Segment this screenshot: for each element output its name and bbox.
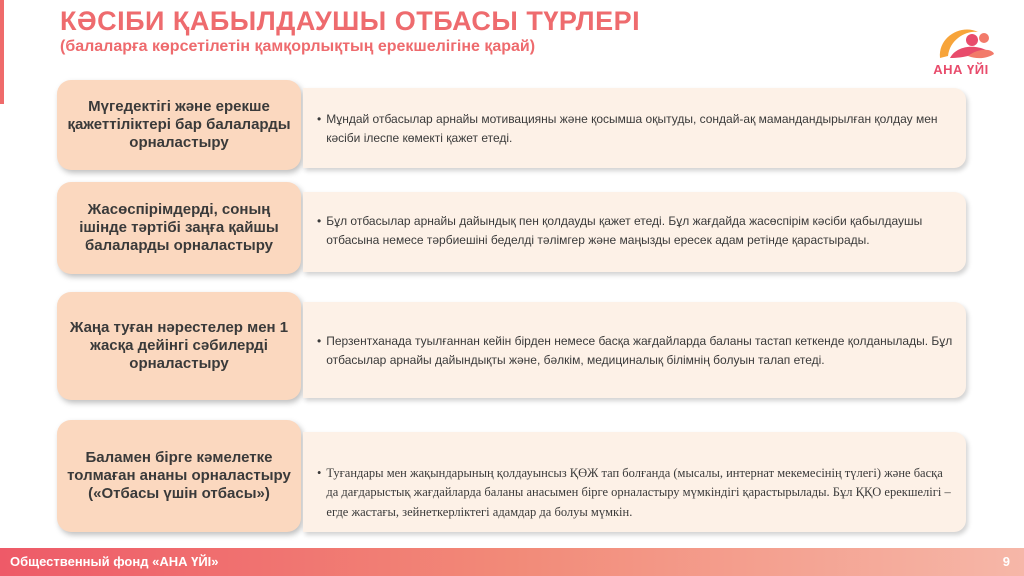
row-1-label-box [57,80,301,170]
row-3-description-box [303,302,966,398]
row-4-label-box [57,420,301,532]
row-2-label-box [57,182,301,274]
row-3-label: Жаңа туған нәрестелер мен 1 жасқа дейінгі сәбилерді орналастыру [69,318,289,373]
page-number: 9 [1002,554,1010,569]
footer-bar [0,548,1024,576]
page-title: КӘСІБИ ҚАБЫЛДАУШЫ ОТБАСЫ ТҮРЛЕРІ [60,6,641,36]
row-4-label: Баламен бірге кәмелетке толмаған ананы орналастыру («Отбасы үшін отбасы») [67,448,291,503]
row-1-description-box [303,88,966,168]
row-2-description: • Бұл отбасылар арнайы дайындық пен қолдауды қажет етеді. Бұл жағдайда жасөспірім кәсіби қабылдаушы отбасына немесе тәрбиешіні беделді тәлімгер және маңызды ересек адам ретінде қарастырады. [317,212,954,249]
row-2-description-box [303,192,966,272]
row-2-label: Жасөспірімдерді, соның ішінде тәртібі заңға қайшы балаларды орналастыру [79,200,279,255]
row-1-description: • Мұндай отбасылар арнайы мотивацияны және қосымша оқытуды, сондай-ақ мамандандырылған қолдау мен кәсіби ілеспе көмекті қажет етеді. [317,110,954,147]
row-1-label: Мүгедектігі және ерекше қажеттіліктері бар балаларды орналастыру [67,97,291,152]
row-4-description: • Туғандары мен жақындарының қолдауынсыз ҚӨЖ тап болғанда (мысалы, интернат мекемесінің түлегі) және басқа да дағдарыстық жағдайларда баланы анасымен бірге орналастыру мүмкіндігі қарастырылады. Бұл ҚҚО ерекшелігі – егде жастағы, зейнеткерліктегі адамдар да болуы мүмкін. [317,464,954,522]
row-3-description: • Перзентханада туылғаннан кейін бірден немесе басқа жағдайларда баланы тастап кеткенде қолданылады. Бұл отбасылар арнайы дайындықты және, бәлкім, медициналық білімнің болуын талап етеді. [317,332,954,369]
row-3-label-box [57,292,301,400]
ana-uyi-logo-icon [928,18,1008,88]
logo-text: АНА ҮЙІ [933,62,989,77]
left-accent-bar [0,0,4,104]
footer-text: Общественный фонд «АНА ҮЙІ» [10,554,219,569]
row-4-description-box [303,432,966,532]
page-subtitle: (балаларға көрсетілетін қамқорлықтың ерекшелігіне қарай) [60,38,536,55]
